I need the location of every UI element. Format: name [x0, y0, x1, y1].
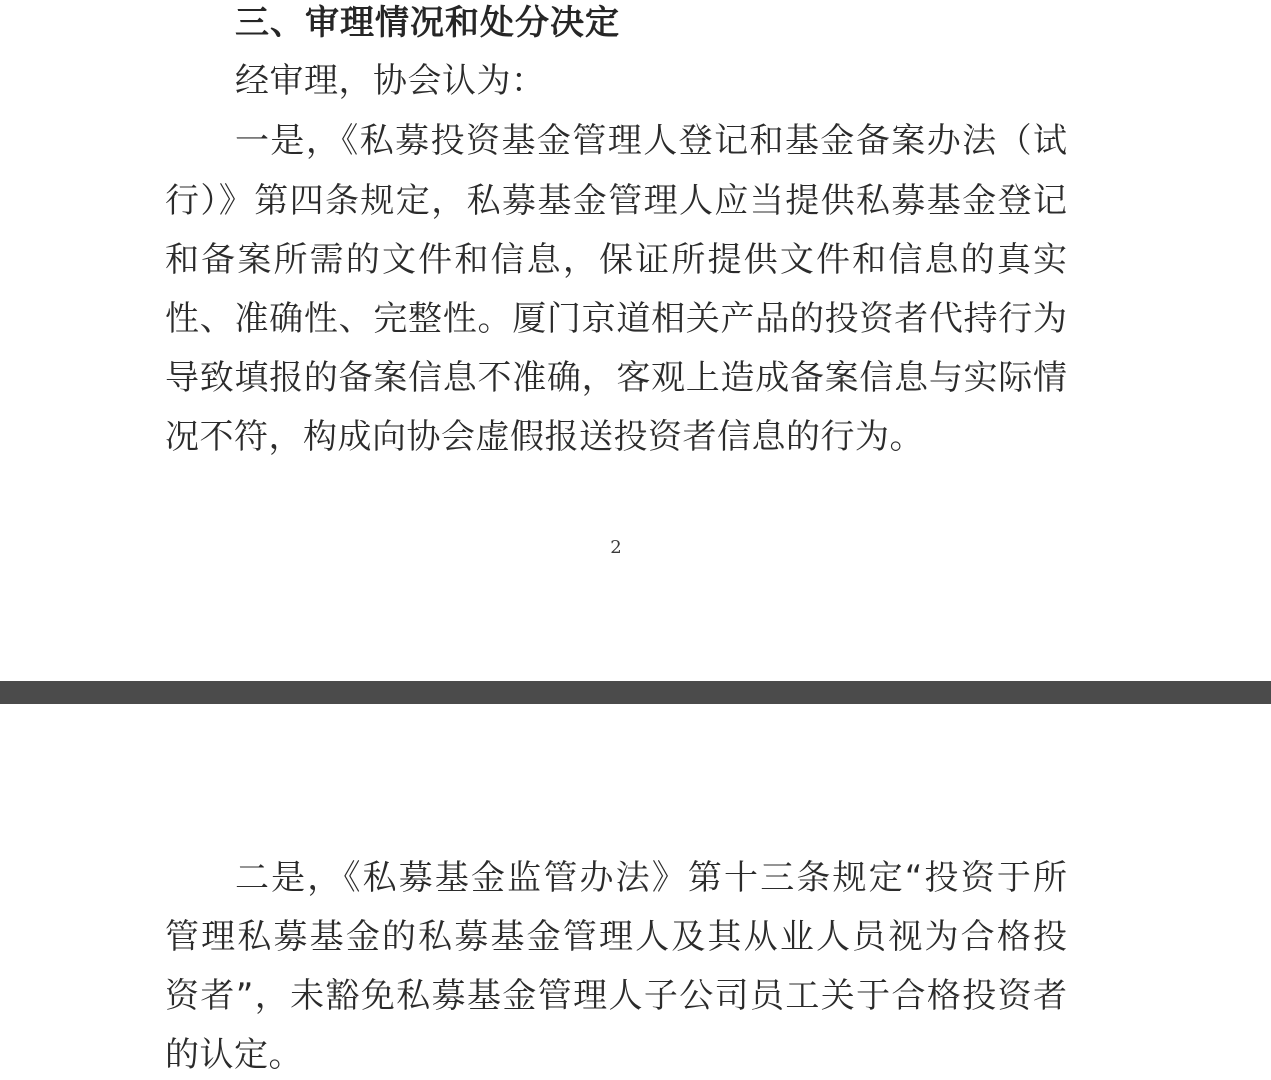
- paragraph-two-line-1: 二是，《私募基金监管办法》第十三条规定“投资于所: [235, 858, 1067, 898]
- paragraph-one-line-6: 况不符，构成向协会虚假报送投资者信息的行为。: [165, 417, 924, 457]
- paragraph-one-line-1: 一是，《私募投资基金管理人登记和基金备案办法（试: [235, 121, 1067, 161]
- section-heading: 三、审理情况和处分决定: [235, 3, 620, 43]
- paragraph-intro-line: 经审理，协会认为：: [235, 61, 546, 101]
- paragraph-one-line-3: 和备案所需的文件和信息，保证所提供文件和信息的真实: [165, 240, 1067, 280]
- page-separator: [0, 681, 1271, 704]
- paragraph-one-line-2: 行）》第四条规定，私募基金管理人应当提供私募基金登记: [165, 181, 1067, 221]
- paragraph-one-line-4: 性、准确性、完整性。厦门京道相关产品的投资者代持行为: [165, 299, 1067, 339]
- paragraph-two-line-4: 的认定。: [165, 1035, 303, 1075]
- page-number: 2: [610, 537, 622, 558]
- document-page-3: [0, 704, 1271, 1080]
- paragraph-two-line-2: 管理私募基金的私募基金管理人及其从业人员视为合格投: [165, 917, 1067, 957]
- paragraph-two-line-3: 资者”，未豁免私募基金管理人子公司员工关于合格投资者: [165, 976, 1067, 1016]
- paragraph-one-line-5: 导致填报的备案信息不准确，客观上造成备案信息与实际情: [165, 358, 1067, 398]
